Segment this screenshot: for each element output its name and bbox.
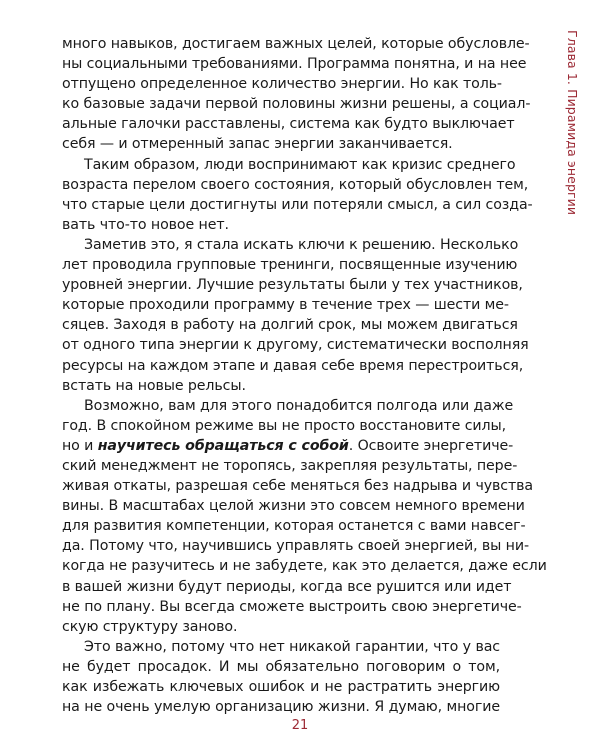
text-line: много навыков, достигаем важных целей, которые обусловле- [62,36,530,52]
paragraph-1 [62,34,531,155]
text-line: что старые цели достигнуты или потеряли смысл, а сил созда- [62,196,533,213]
text-line: ский менеджмент не торопясь, закрепляя результаты, пере- [62,457,518,474]
text-line: уровней энергии. Лучшие результаты были у тех участников, [62,277,523,294]
text-line: для развития компетенции, которая останется с вами навсег- [62,518,526,535]
text-line: живая откаты, разрешая себе меняться без надрыва и чувства [62,478,533,495]
text-line: встать на новые рельсы. [62,377,246,394]
body-text [62,34,547,717]
text-line: да. Потому что, научившись управлять своей энергией, вы ни- [62,538,529,555]
text-line: вины. В масштабах целой жизни это совсем немного времени [62,498,525,515]
text-line: не по плану. Вы всегда сможете выстроить свою энергетиче- [62,598,522,615]
text-line: ны социальными требованиями. Программа понятна, и на нее [62,56,527,73]
text-line: которые проходили программу в течение трех — шести ме- [62,297,509,314]
text-line: лет проводила групповые тренинги, посвященные изучению [62,257,518,274]
text-line: Это важно, потому что нет никакой гарантии, что у вас [84,638,500,655]
text-line: себя — и отмеренный запас энергии заканчивается. [62,136,453,153]
emphasized-phrase: научитесь обращаться с собой [97,437,349,454]
paragraph-3 [62,235,529,396]
text-run: но и [62,437,98,454]
text-line: Заметив это, я стала искать ключи к решению. Несколько [84,236,519,253]
text-line: год. В спокойном режиме вы не просто восстановите силы, [62,417,507,434]
text-line: от одного типа энергии к другому, систематически восполняя [62,337,529,354]
page-number: 21 [291,718,309,733]
text-line: отпущено определенное количество энергии. Но как толь- [62,76,502,93]
text-line: на не очень умелую организацию жизни. Я думаю, многие [62,699,500,716]
chapter-running-header: Глава 1. Пирамида энергии [565,30,580,216]
text-line: когда не разучитесь и не забудете, как это делается, даже если [62,558,547,575]
paragraph-2 [62,155,533,235]
text-line: сяцев. Заходя в работу на долгий срок, мы можем двигаться [62,317,518,334]
text-line: Таким образом, люди воспринимают как кризис среднего [84,156,516,173]
text-line: в вашей жизни будут периоды, когда все рушится или идет [62,578,512,595]
text-line: возраста перелом своего состояния, который обусловлен тем, [62,176,529,193]
text-line: вать что-то новое нет. [62,216,229,233]
text-line-emphasis [62,436,514,456]
text-line: не будет просадок. И мы обязательно поговорим о том, [62,658,500,675]
text-line: Возможно, вам для этого понадобится полгода или даже [84,397,514,414]
paragraph-4 [62,396,547,637]
text-line: как избежать ключевых ошибок и не растратить энергию [62,679,500,695]
text-line: ко базовые задачи первой половины жизни решены, а социал- [62,96,531,113]
text-line: скую структуру заново. [62,618,238,635]
text-line: альные галочки расставлены, система как будто выключает [62,116,515,133]
text-run: . Освоите энергетиче- [348,437,514,454]
text-line: ресурсы на каждом этапе и давая себе время перестроиться, [62,357,524,374]
paragraph-5 [62,637,500,717]
